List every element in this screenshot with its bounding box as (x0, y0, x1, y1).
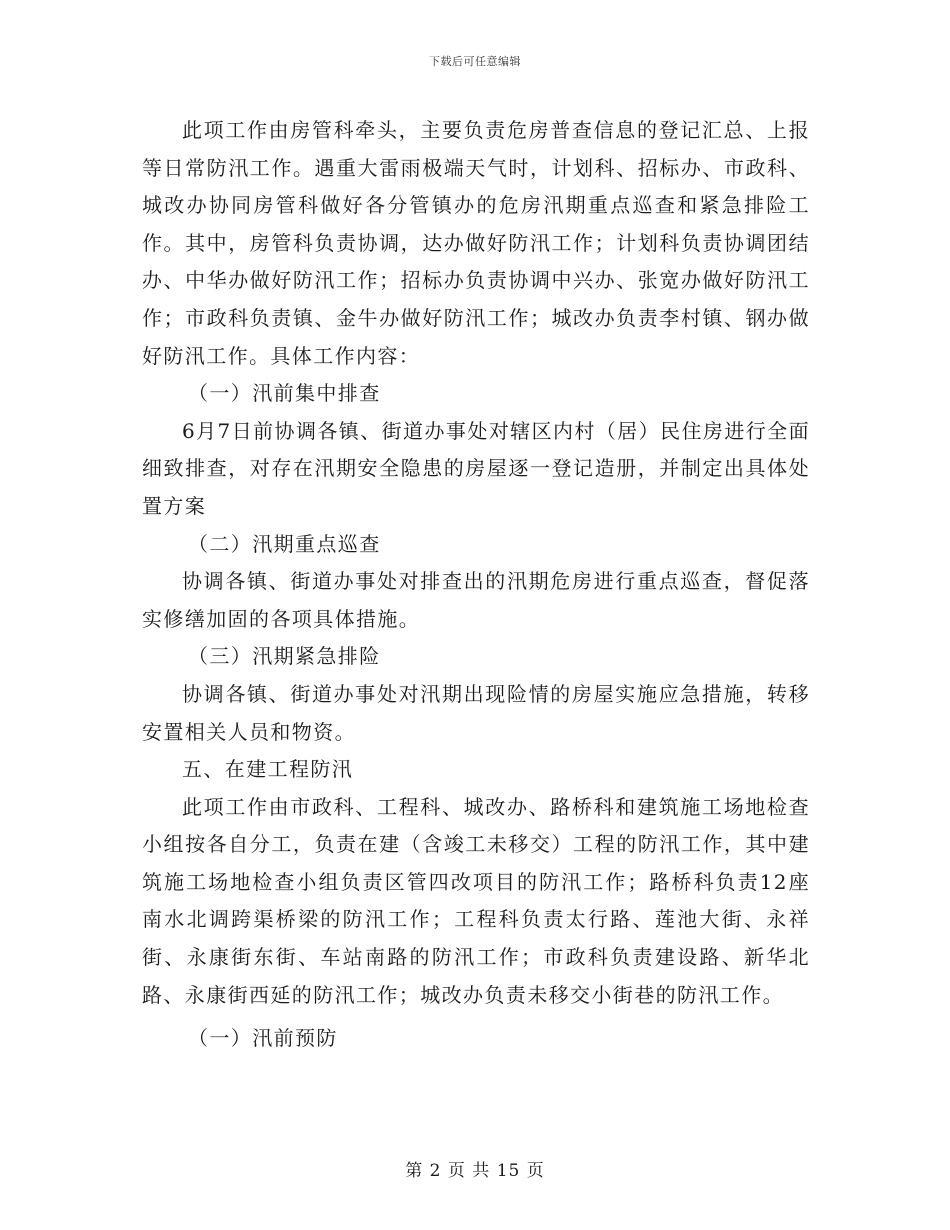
paragraph-housing-dept: 此项工作由房管科牵头，主要负责危房普查信息的登记汇总、上报等日常防汛工作。遇重大雷雨极端天气时，计划科、招标办、市政科、城改办协同房管科做好各分管镇办的危房汛期重点巡查和紧急排险工作。其中，房管科负责协调，达办做好防汛工作；计划科负责协调团结办、中华办做好防汛工作；招标办负责协调中兴办、张宽办做好防汛工作；市政科负责镇、金牛办做好防汛工作；城改办负责李村镇、钢办做好防汛工作。具体工作内容： (142, 118, 810, 368)
subheading-pre-flood-survey: （一）汛前集中排查 (188, 381, 381, 406)
paragraph-construction: 此项工作由市政科、工程科、城改办、路桥科和建筑施工场地检查小组按各自分工，负责在建（含竣工未移交）工程的防汛工作，其中建筑施工场地检查小组负责区管四改项目的防汛工作；路桥科负责12座南水北调跨渠桥梁的防汛工作；工程科负责太行路、莲池大街、永祥街、永康街东街、车站南路的防汛工作；市政科负责建设路、新华北路、永康街西延的防汛工作；城改办负责未移交小街巷的防汛工作。 (142, 794, 810, 1007)
page-number-footer: 第 2 页 共 15 页 (405, 1161, 545, 1181)
page-header: 下载后可任意编辑 (429, 55, 521, 68)
section-heading-construction: 五、在建工程防汛 (182, 757, 354, 782)
subheading-flood-inspection: （二）汛期重点巡查 (188, 531, 381, 556)
paragraph-pre-flood-survey: 6月7日前协调各镇、街道办事处对辖区内村（居）民住房进行全面细致排查，对存在汛期安全隐患的房屋逐一登记造册，并制定出具体处置方案 (142, 418, 810, 518)
document-body (142, 112, 810, 1058)
paragraph-emergency-rescue: 协调各镇、街道办事处对汛期出现险情的房屋实施应急措施，转移安置相关人员和物资。 (142, 681, 810, 744)
subheading-pre-flood-prevention: （一）汛前预防 (188, 1026, 338, 1051)
subheading-emergency-rescue: （三）汛期紧急排险 (188, 644, 381, 669)
paragraph-flood-inspection: 协调各镇、街道办事处对排查出的汛期危房进行重点巡查，督促落实修缮加固的各项具体措施。 (142, 569, 810, 631)
